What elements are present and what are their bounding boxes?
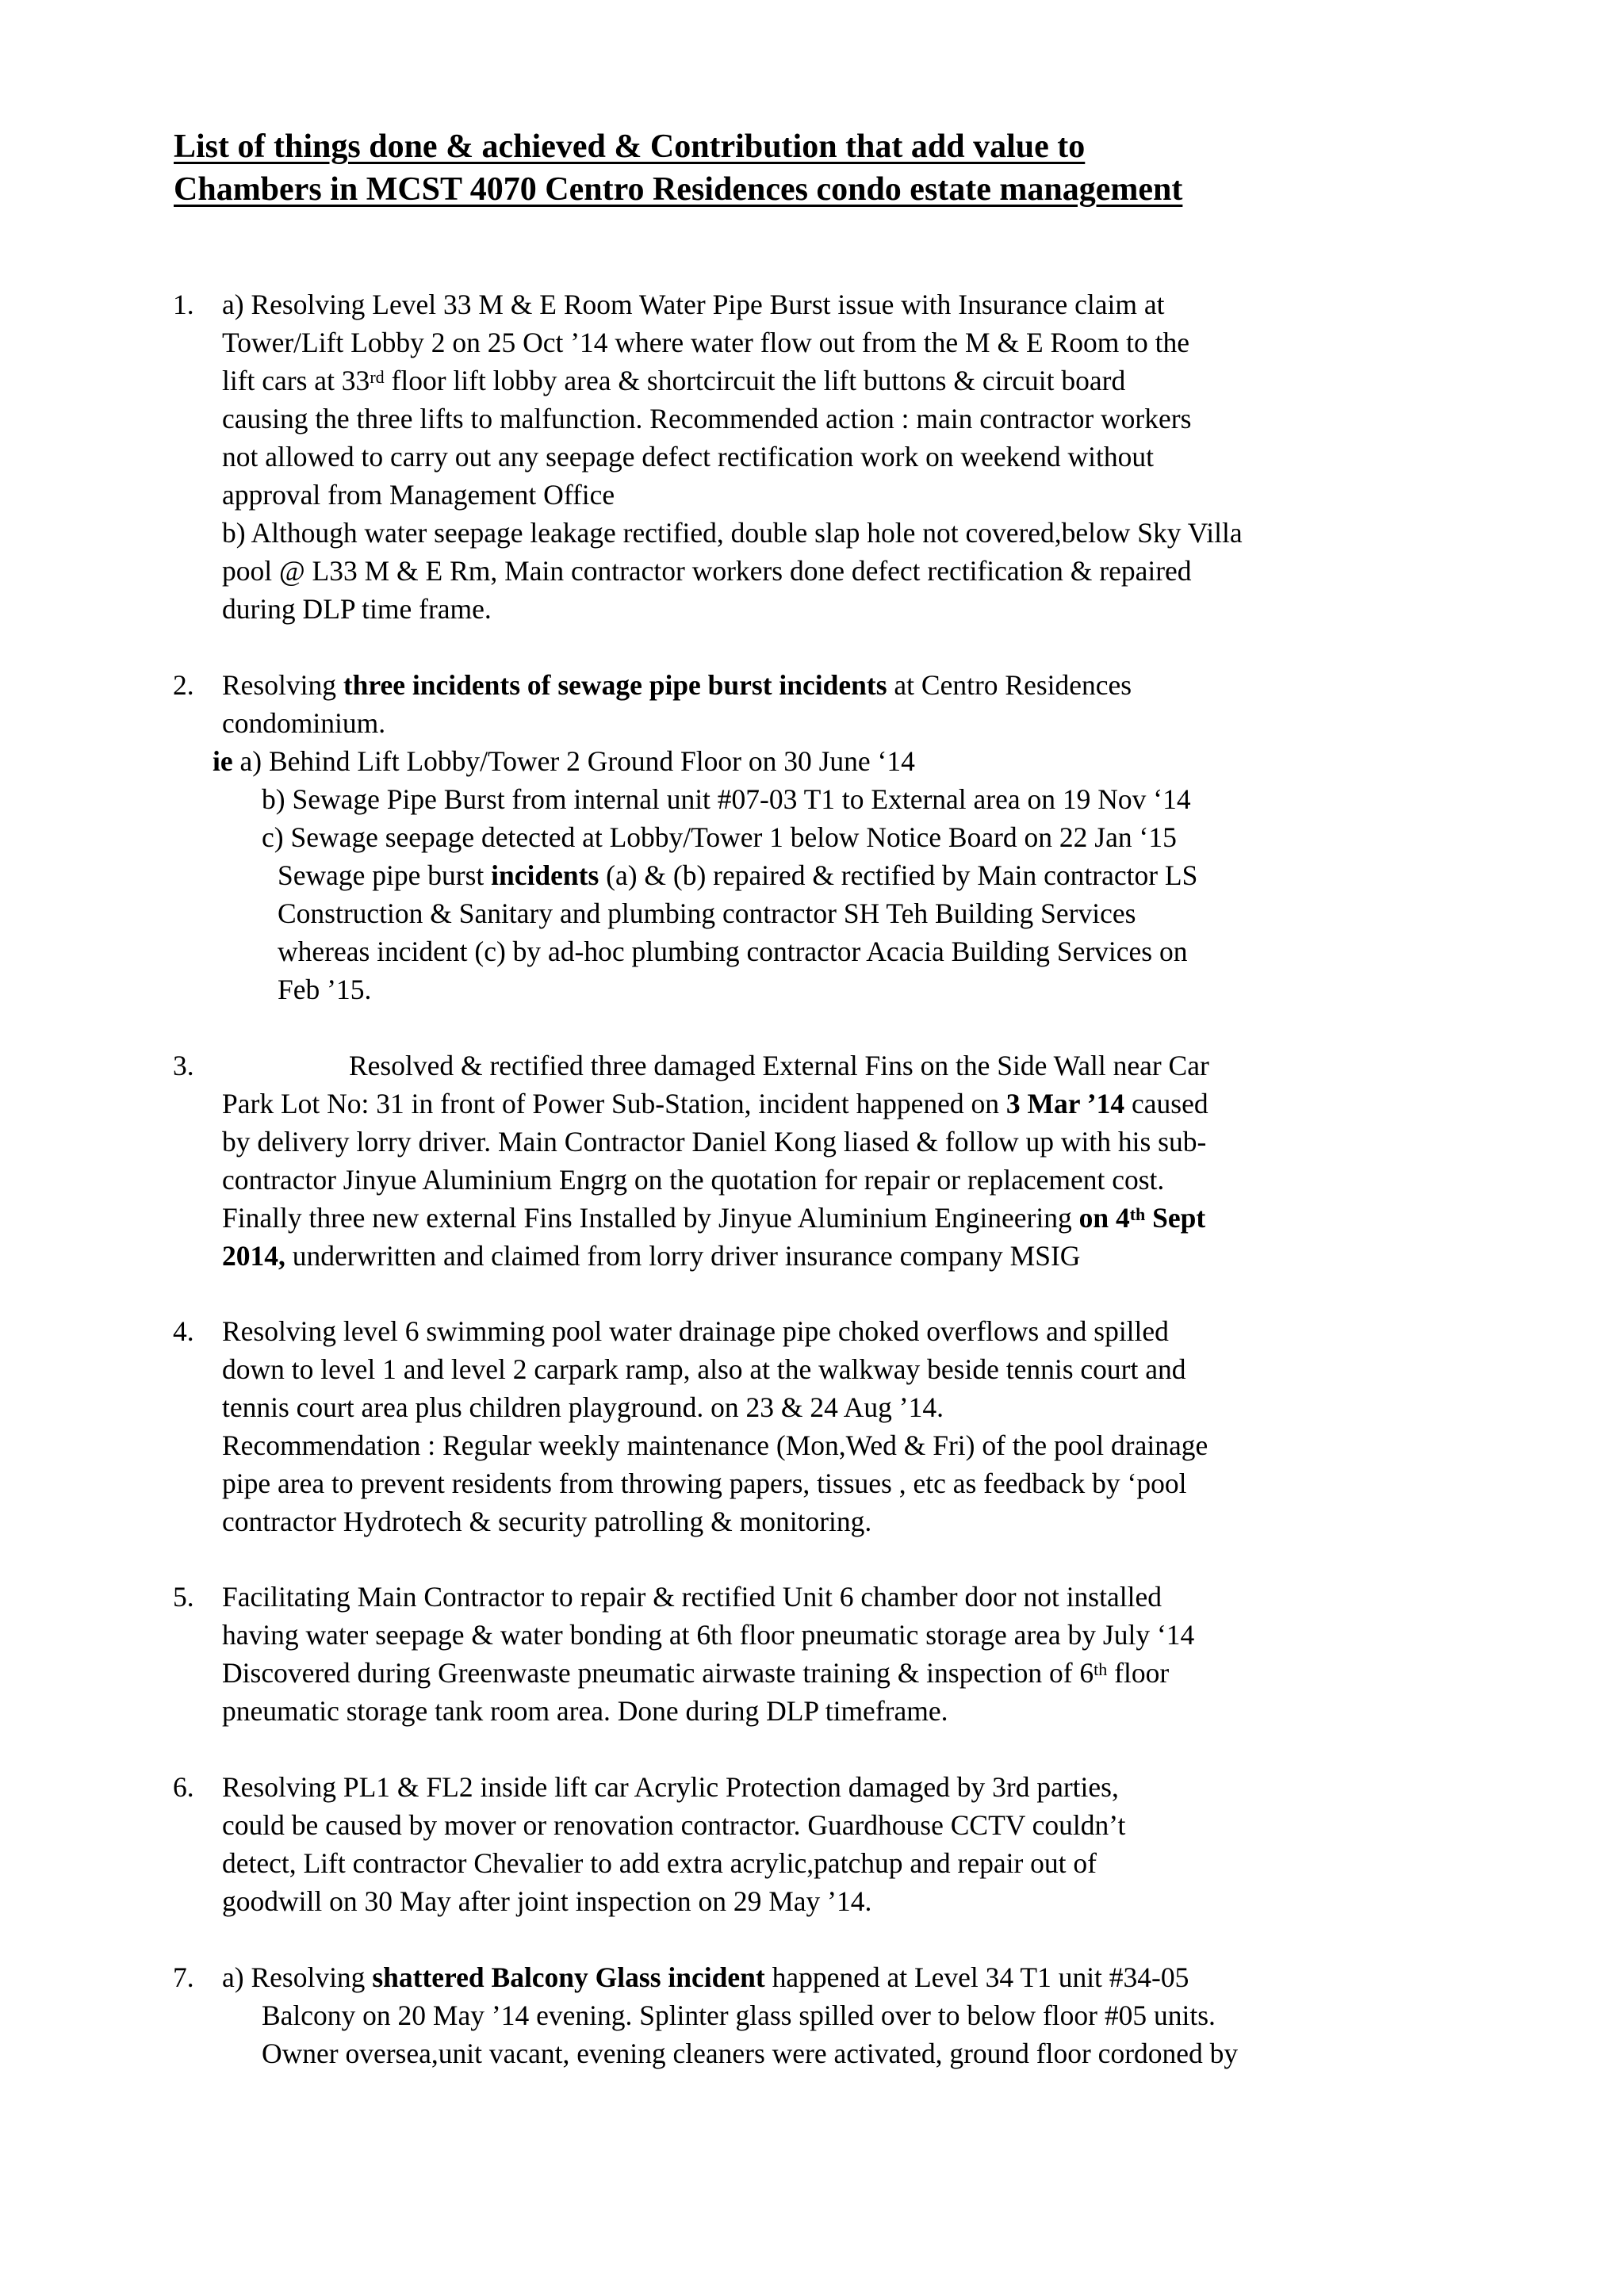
item-line: contractor Hydrotech & security patrolling & monitoring.: [222, 1506, 872, 1537]
item-line: c) Sewage seepage detected at Lobby/Tower 1 below Notice Board on 22 Jan ‘15: [262, 821, 1177, 853]
item-line: condominium.: [222, 707, 386, 739]
item-line: Resolving PL1 & FL2 inside lift car Acrylic Protection damaged by 3rd parties,: [222, 1771, 1119, 1803]
item-number: 1.: [173, 289, 194, 320]
title-line-1: List of things done & achieved & Contribution that add value to: [174, 128, 1086, 165]
item-line: approval from Management Office: [222, 479, 615, 511]
item-line: during DLP time frame.: [222, 593, 492, 625]
item-line: Feb ’15.: [278, 974, 372, 1005]
item-line: lift cars at 33rd floor lift lobby area & shortcircuit the lift buttons & circuit board: [222, 365, 1126, 396]
item-line: Resolved & rectified three damaged External Fins on the Side Wall near Car: [349, 1050, 1209, 1081]
item-number: 4.: [173, 1315, 194, 1347]
item-line: down to level 1 and level 2 carpark ramp, also at the walkway beside tennis court and: [222, 1353, 1186, 1385]
item-number: 7.: [173, 1961, 194, 1993]
item-line: tennis court area plus children playground. on 23 & 24 Aug ’14.: [222, 1391, 944, 1423]
item-line: Recommendation : Regular weekly maintenance (Mon,Wed & Fri) of the pool drainage: [222, 1429, 1208, 1461]
item-line: ie a) Behind Lift Lobby/Tower 2 Ground Floor on 30 June ‘14: [213, 745, 915, 777]
item-line: detect, Lift contractor Chevalier to add extra acrylic,patchup and repair out of: [222, 1847, 1097, 1879]
title-line-2: Chambers in MCST 4070 Centro Residences condo estate management: [174, 171, 1183, 208]
item-line: a) Resolving shattered Balcony Glass incident happened at Level 34 T1 unit #34-05: [222, 1961, 1189, 1993]
item-line: not allowed to carry out any seepage defect rectification work on weekend without: [222, 441, 1155, 473]
item-number: 6.: [173, 1771, 194, 1803]
item-line: Discovered during Greenwaste pneumatic airwaste training & inspection of 6th floor: [222, 1657, 1170, 1689]
item-line: whereas incident (c) by ad-hoc plumbing contractor Acacia Building Services on: [278, 936, 1188, 967]
item-line: Resolving level 6 swimming pool water drainage pipe choked overflows and spilled: [222, 1315, 1169, 1347]
item-line: Facilitating Main Contractor to repair & rectified Unit 6 chamber door not installed: [222, 1581, 1162, 1613]
item-line: pneumatic storage tank room area. Done during DLP timeframe.: [222, 1695, 948, 1727]
item-number: 2.: [173, 669, 194, 701]
item-line: could be caused by mover or renovation contractor. Guardhouse CCTV couldn’t: [222, 1809, 1126, 1841]
item-line: b) Sewage Pipe Burst from internal unit #07-03 T1 to External area on 19 Nov ‘14: [262, 783, 1191, 815]
item-number: 5.: [173, 1581, 194, 1613]
item-line: Finally three new external Fins Installed by Jinyue Aluminium Engineering on 4th Sept: [222, 1202, 1206, 1234]
item-line: Construction & Sanitary and plumbing contractor SH Teh Building Services: [278, 897, 1136, 929]
item-line: Park Lot No: 31 in front of Power Sub-Station, incident happened on 3 Mar ’14 caused: [222, 1088, 1208, 1119]
item-line: having water seepage & water bonding at 6th floor pneumatic storage area by July ‘14: [222, 1619, 1195, 1651]
item-number: 3.: [173, 1050, 194, 1081]
item-line: pipe area to prevent residents from throwing papers, tissues , etc as feedback by ‘pool: [222, 1468, 1187, 1499]
item-line: Balcony on 20 May ’14 evening. Splinter glass spilled over to below floor #05 units.: [262, 1999, 1216, 2031]
item-line: contractor Jinyue Aluminium Engrg on the quotation for repair or replacement cost.: [222, 1164, 1165, 1196]
item-line: a) Resolving Level 33 M & E Room Water Pipe Burst issue with Insurance claim at: [222, 289, 1165, 320]
item-line: Sewage pipe burst incidents (a) & (b) repaired & rectified by Main contractor LS: [278, 859, 1198, 891]
document-title: [174, 125, 1458, 211]
item-line: b) Although water seepage leakage rectified, double slap hole not covered,below Sky Villa: [222, 517, 1243, 549]
item-line: Owner oversea,unit vacant, evening cleaners were activated, ground floor cordoned by: [262, 2038, 1239, 2069]
item-line: Resolving three incidents of sewage pipe burst incidents at Centro Residences: [222, 669, 1132, 701]
item-line: causing the three lifts to malfunction. Recommended action : main contractor workers: [222, 403, 1192, 434]
item-line: pool @ L33 M & E Rm, Main contractor workers done defect rectification & repaired: [222, 555, 1192, 587]
item-line: 2014, underwritten and claimed from lorry driver insurance company MSIG: [222, 1240, 1081, 1272]
item-line: goodwill on 30 May after joint inspection on 29 May ’14.: [222, 1885, 872, 1917]
item-line: Tower/Lift Lobby 2 on 25 Oct ’14 where water flow out from the M & E Room to the: [222, 327, 1190, 358]
item-line: by delivery lorry driver. Main Contractor Daniel Kong liased & follow up with his sub-: [222, 1126, 1207, 1158]
